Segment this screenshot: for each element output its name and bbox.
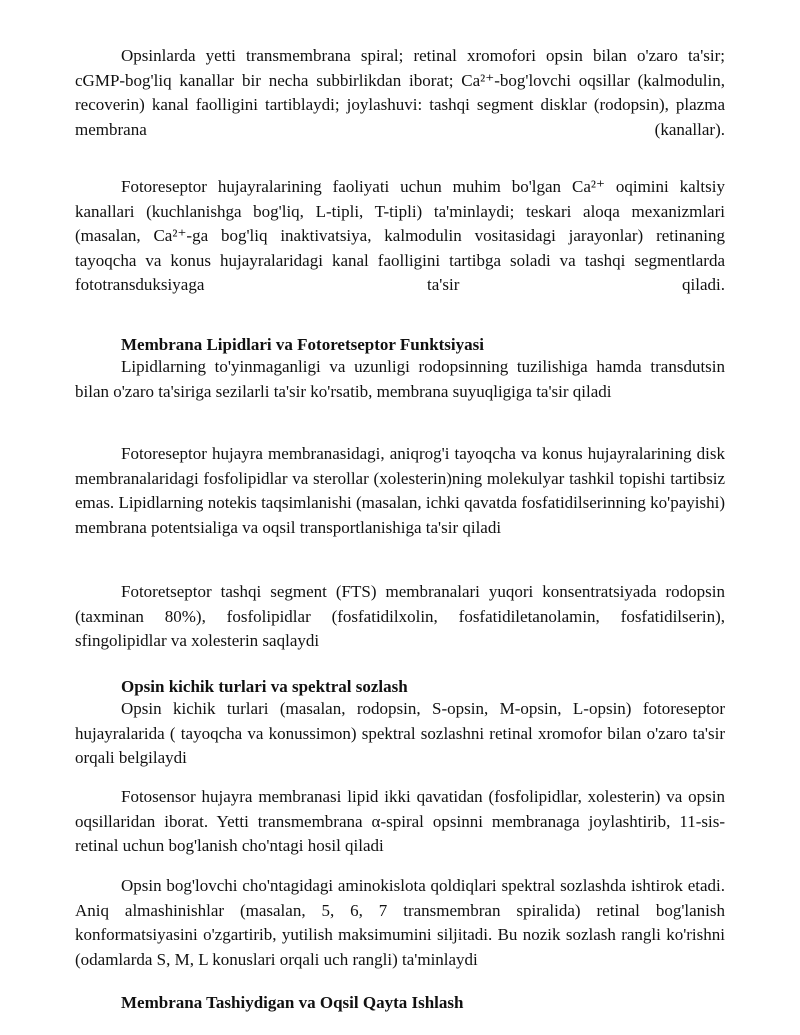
paragraph-text: Opsin kichik turlari (masalan, rodopsin, S-opsin, M-opsin, L-opsin) fotoreseptor hujayralarida ( tayoqcha va konussimon) spektral sozlashni retinal xromofor bilan o'zaro ta'sir orqali belgilaydi [75,699,725,767]
section-heading: Opsin kichik turlari va spektral sozlash [121,677,408,696]
paragraph-text: Fotoretseptor tashqi segment (FTS) membranalari yuqori konsentratsiyada rodopsin (taxminan 80%), fosfolipidlar (fosfatidilxolin, fosfatidiletanolamin, fosfatidilserin), sfingolipidlar va xolesterin saqlaydi [75,582,725,650]
section-heading-opsin-subtypes [75,675,725,699]
section-heading-membrane-lipids [75,333,725,357]
paragraph-text: Opsin bog'lovchi cho'ntagidagi aminokislota qoldiqlari spektral sozlashda ishtirok etadi. Aniq almashinishlar (masalan, 5, 6, 7 transmembran spiralida) retinal bog'lanish konformatsiyasini o'zgartirib, yutilish maksimumini siljitadi. Bu nozik sozlash rangli ko'rishni (odamlarda S, M, L konuslari orqali uch rangli) ta'minlaydi [75,876,725,969]
paragraph-outer-segment-membranes [75,580,725,654]
paragraph-lipid-organization [75,442,725,540]
paragraph-text: Lipidlarning to'yinmaganligi va uzunligi rodopsinning tuzilishiga hamda transdutsin bilan o'zaro ta'siriga sezilarli ta'sir ko'rsatib, membrana suyuqligiga ta'sir qiladi [75,357,725,401]
paragraph-text: Fotoreseptor hujayralarining faoliyati uchun muhim bo'lgan Ca²⁺ oqimini kaltsiy kanallari (kuchlanishga bog'liq, L-tipli, T-tipli) ta'minlaydi; teskari aloqa mexanizmlari (masalan, Ca²⁺-ga bog'liq inaktivatsiya, kalmodulin vositasidagi jarayonlar) retinaning tayoqcha va konus hujayralaridagi kanal faolligini tartibga soladi va tashqi segmentlarda fototransduksiyaga ta'sir qiladi. [75,177,725,294]
section-heading: Membrana Lipidlari va Fotoretseptor Funktsiyasi [121,335,484,354]
paragraph-spectral-tuning [75,874,725,972]
paragraph-text: Fotosensor hujayra membranasi lipid ikki qavatidan (fosfolipidlar, xolesterin) va opsin oqsillaridan iborat. Yetti transmembrana α-spiral opsinni membranaga joylashtirib, 11-sis-retinal uchun bog'lanish cho'ntagi hosil qiladi [75,787,725,855]
paragraph-photosensor-membrane [75,785,725,859]
paragraph-opsin-subtypes [75,697,725,771]
paragraph-lipid-unsaturation [75,355,725,404]
paragraph-opsin-structure [75,44,725,142]
section-heading-membrane-transport [75,991,725,1015]
paragraph-text: Fotoreseptor hujayra membranasidagi, aniqrog'i tayoqcha va konus hujayralarining disk membranalaridagi fosfolipidlar va sterollar (xolesterin)ning molekulyar tashkil topishi tartibsiz emas. Lipidlarning notekis taqsimlanishi (masalan, ichki qavatda fosfatidilserinning ko'payishi) membrana potentsialiga va oqsil transportlanishiga ta'sir qiladi [75,444,725,537]
section-heading: Membrana Tashiydigan va Oqsil Qayta Ishlash [121,993,464,1012]
paragraph-text: Opsinlarda yetti transmembrana spiral; retinal xromofori opsin bilan o'zaro ta'sir; cGMP-bog'liq kanallar bir necha subbirlikdan iborat; Ca²⁺-bog'lovchi oqsillar (kalmodulin, recoverin) kanal faolligini tartiblaydi; joylashuvi: tashqi segment disklar (rodopsin), plazma membrana (kanallar). [75,46,725,139]
paragraph-calcium-channels [75,175,725,298]
